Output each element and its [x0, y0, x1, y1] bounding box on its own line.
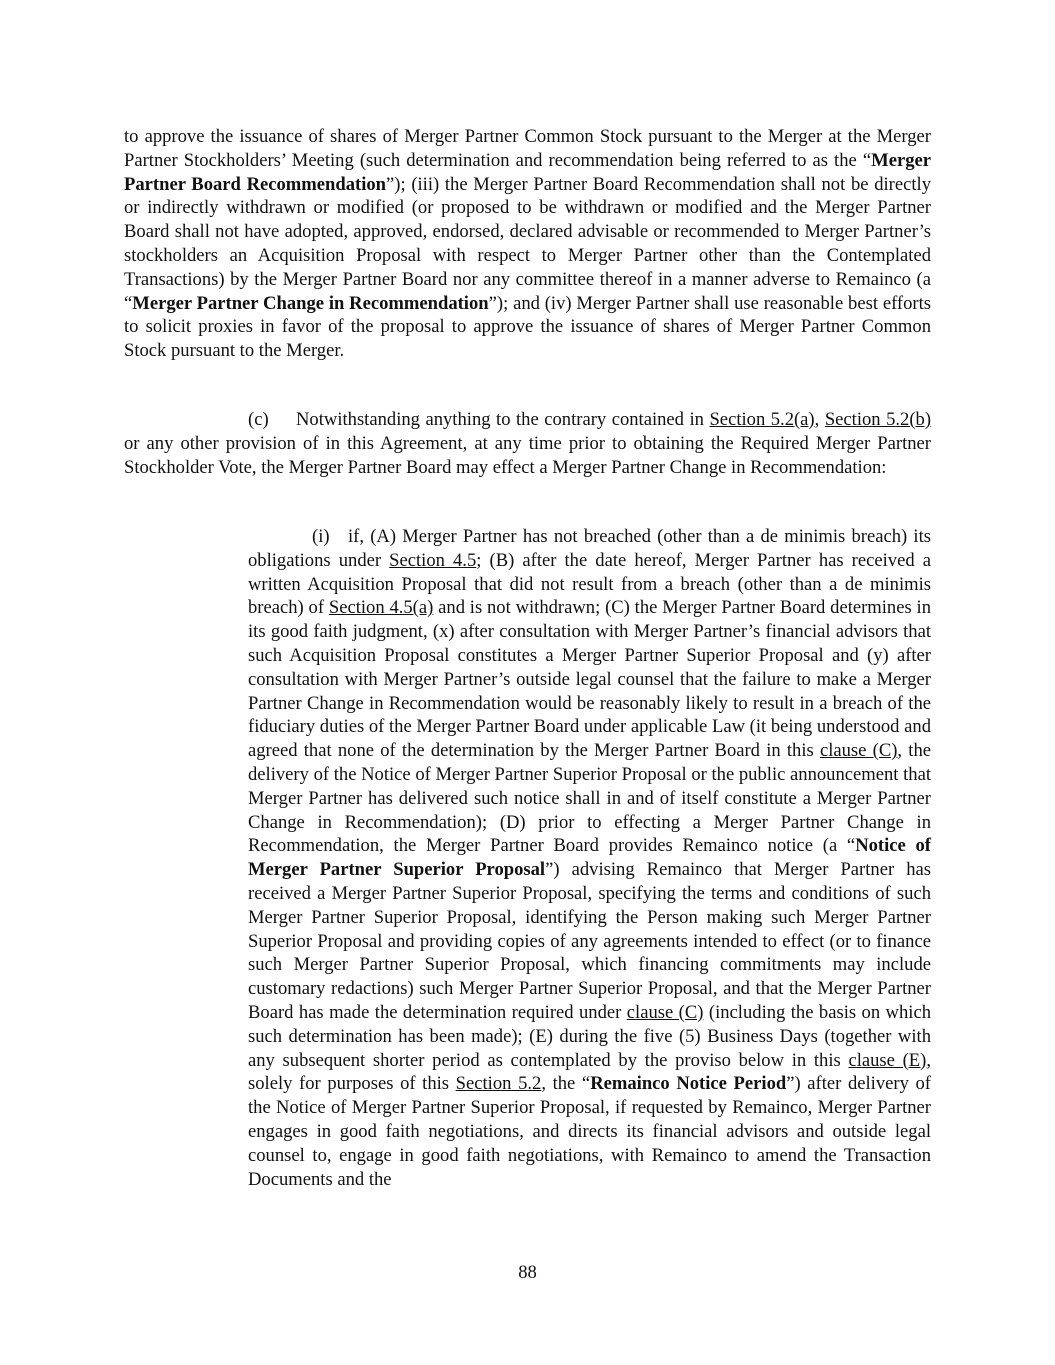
text-run: , the delivery of the Notice of Merger Partner Superior Proposal or the public announcement that Merger Partner has delivered such notice shall in and of itself constitute a Merger Partner Change in Recommendation); (D) prior to effecting a Merger Partner Change in Recommendation, the Merger Partner Board provides Remainco notice (a “ [248, 740, 931, 857]
section-reference: Section 4.5 [389, 549, 477, 571]
text-run: ”); (iii) the Merger Partner Board Recommendation shall not be directly or indirectly withdrawn or modified (or proposed to be withdrawn or modified and the Merger Partner Board shall not have adopted, approved, endorsed, declared advisable or recommended to Merger Partner’s stockholders an Acquisition Proposal with respect to Merger Partner other than the Contemplated Transactions) by the Merger Partner Board nor any committee thereof in a manner adverse to Remainco (a “ [124, 173, 931, 314]
text-run: to approve the issuance of shares of Merger Partner Common Stock pursuant to the Merger at the Merger Partner Stockholders’ Meeting (such determination and recommendation being referred to as the “ [124, 126, 931, 171]
defined-term: Notice of Merger Partner Superior Proposal [248, 835, 931, 881]
section-reference: Section 4.5(a) [328, 597, 434, 619]
defined-term: Remainco Notice Period [590, 1073, 787, 1095]
defined-term: Merger Partner Board Recommendation [124, 149, 931, 195]
text-run: ; (B) after the date hereof, Merger Partner has received a written Acquisition Proposal that did not result from a breach (other than a de minimis breach) of [248, 549, 931, 619]
text-run: or any other provision of in this Agreement, at any time prior to obtaining the Required Merger Partner Stockholder Vote, the Merger Partner Board may effect a Merger Partner Change in Recommendation: [124, 432, 931, 478]
defined-term: Merger Partner Change in Recommendation [132, 292, 489, 314]
text-run: , solely for purposes of this [248, 1049, 931, 1095]
section-reference: Section 5.2(b) [824, 409, 932, 430]
clause-label: (c) [248, 409, 269, 430]
section-reference: Section 5.2(a) [709, 409, 815, 430]
clause-reference: clause (C) [819, 740, 898, 762]
paragraph-c-i [248, 525, 931, 1191]
text-run: , [814, 409, 825, 430]
text-run: if, (A) Merger Partner has not breached (other than a de minimis breach) its obligations under [248, 526, 931, 571]
clause-reference: clause (E) [848, 1049, 927, 1071]
section-reference: Section 5.2 [455, 1073, 542, 1095]
text-run: ”); and (iv) Merger Partner shall use reasonable best efforts to solicit proxies in favor of the proposal to approve the issuance of shares of Merger Partner Common Stock pursuant to the Merger. [124, 292, 932, 362]
text-run: (including the basis on which such determination has been made); (E) during the five (5) Business Days (together with any subsequent shorter period as contemplated by the proviso below in this [248, 1001, 931, 1071]
clause-reference: clause (C) [626, 1001, 704, 1023]
text-run: ”) after delivery of the Notice of Merger Partner Superior Proposal, if requested by Remainco, Merger Partner engages in good faith negotiations, and directs its financial advisors and outside legal counsel to, engage in good faith negotiations, with Remainco to amend the Transaction Documents and the [248, 1073, 931, 1190]
text-run: Notwithstanding anything to the contrary contained in [296, 409, 710, 430]
text-run: and is not withdrawn; (C) the Merger Partner Board determines in its good faith judgment, (x) after consultation with Merger Partner’s financial advisors that such Acquisition Proposal constitutes a Merger Partner Superior Proposal and (y) after consultation with Merger Partner’s outside legal counsel that the failure to make a Merger Partner Change in Recommendation would be reasonably likely to result in a breach of the fiduciary duties of the Merger Partner Board under applicable Law (it being understood and agreed that none of the determination by the Merger Partner Board in this [248, 597, 931, 762]
text-run: , the “ [541, 1073, 591, 1095]
text-run: ”) advising Remainco that Merger Partner has received a Merger Partner Superior Proposal, specifying the terms and conditions of such Merger Partner Superior Proposal, identifying the Person making such Merger Partner Superior Proposal and providing copies of any agreements intended to effect (or to finance such Merger Partner Superior Proposal, which financing commitments may include customary redactions) such Merger Partner Superior Proposal, and that the Merger Partner Board has made the determination required under [248, 859, 931, 1023]
paragraph-recommendation [124, 125, 931, 363]
paragraph-c [124, 408, 931, 479]
page-number: 88 [518, 1262, 537, 1283]
clause-label: (i) [312, 526, 330, 547]
